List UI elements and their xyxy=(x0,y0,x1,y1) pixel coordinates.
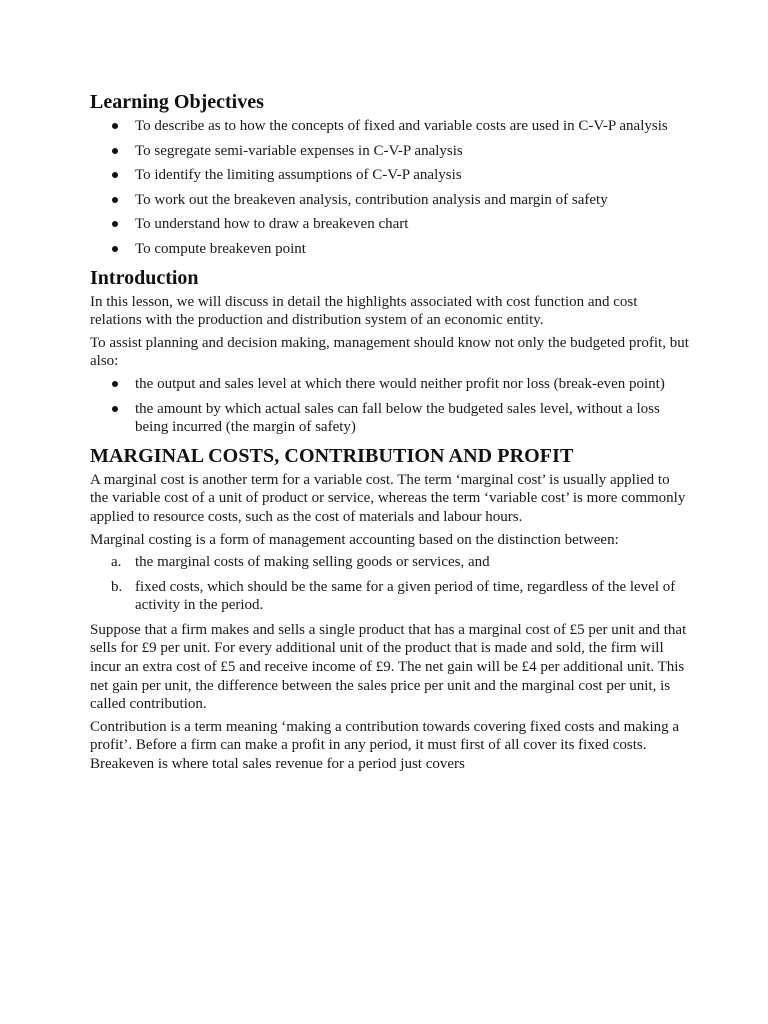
learning-objectives-heading: Learning Objectives xyxy=(90,91,264,113)
list-marker: a. xyxy=(111,554,122,571)
list-item xyxy=(90,375,690,394)
list-item-text: To compute breakeven point xyxy=(135,240,306,257)
list-item-text: To work out the breakeven analysis, contribution analysis and margin of safety xyxy=(135,191,608,208)
list-item-text: To understand how to draw a breakeven chart xyxy=(135,216,409,233)
body-paragraph: Suppose that a firm makes and sells a single product that has a marginal cost of £5 per unit and that sells for £9 per unit. For every additional unit of the product that is made and sold, the firm will incur an extra cost of £5 and receive income of £9. The net gain will be £4 per additional unit. This net gain per unit, the difference between the sales price per unit and the marginal cost per unit, is called contribution. xyxy=(90,621,687,713)
list-item-text: the marginal costs of making selling goods or services, and xyxy=(135,554,490,571)
list-item xyxy=(90,191,690,210)
list-item xyxy=(90,400,690,437)
document-page xyxy=(90,89,690,778)
list-item-text: the amount by which actual sales can fall below the budgeted sales level, without a loss being incurred (the margin of safety) xyxy=(135,400,660,436)
introduction-list xyxy=(90,375,690,437)
introduction-paragraph: In this lesson, we will discuss in detail the highlights associated with cost function and cost relations with the production and distribution system of an economic entity. xyxy=(90,293,638,329)
list-item xyxy=(90,578,690,615)
list-item xyxy=(90,166,690,185)
body-paragraph: A marginal cost is another term for a variable cost. The term ‘marginal cost’ is usually applied to the variable cost of a unit of product or service, whereas the term ‘variable cost’ is more commonly applied to resource costs, such as the cost of materials and labour hours. xyxy=(90,471,686,525)
list-item-text: To describe as to how the concepts of fixed and variable costs are used in C-V-P analysis xyxy=(135,118,668,134)
marginal-costs-heading: MARGINAL COSTS, CONTRIBUTION AND PROFIT xyxy=(90,444,574,467)
body-paragraph: Marginal costing is a form of management accounting based on the distinction between: xyxy=(90,531,619,548)
learning-objectives-section xyxy=(90,89,690,259)
introduction-paragraph: To assist planning and decision making, management should know not only the budgeted profit, but also: xyxy=(90,334,689,370)
list-item xyxy=(90,117,690,136)
marginal-costs-list xyxy=(90,553,690,615)
list-item-text: fixed costs, which should be the same for a given period of time, regardless of the level of activity in the period. xyxy=(135,578,676,614)
list-item-text: To segregate semi-variable expenses in C-V-P analysis xyxy=(135,142,463,159)
list-item-text: the output and sales level at which there would neither profit nor loss (break-even point) xyxy=(135,375,665,392)
list-item xyxy=(90,142,690,161)
learning-objectives-list xyxy=(90,117,690,259)
introduction-section xyxy=(90,265,690,437)
introduction-heading: Introduction xyxy=(90,266,199,289)
list-marker: b. xyxy=(111,578,123,595)
list-item xyxy=(90,215,690,234)
list-item xyxy=(90,553,690,572)
list-item xyxy=(90,240,690,259)
body-paragraph: Contribution is a term meaning ‘making a contribution towards covering fixed costs and making a profit’. Before a firm can make a profit in any period, it must first of all cover its fixed costs. Breakeven is where total sales revenue for a period just covers xyxy=(90,718,680,773)
list-item-text: To identify the limiting assumptions of C-V-P analysis xyxy=(135,167,462,184)
marginal-costs-section xyxy=(90,443,690,774)
